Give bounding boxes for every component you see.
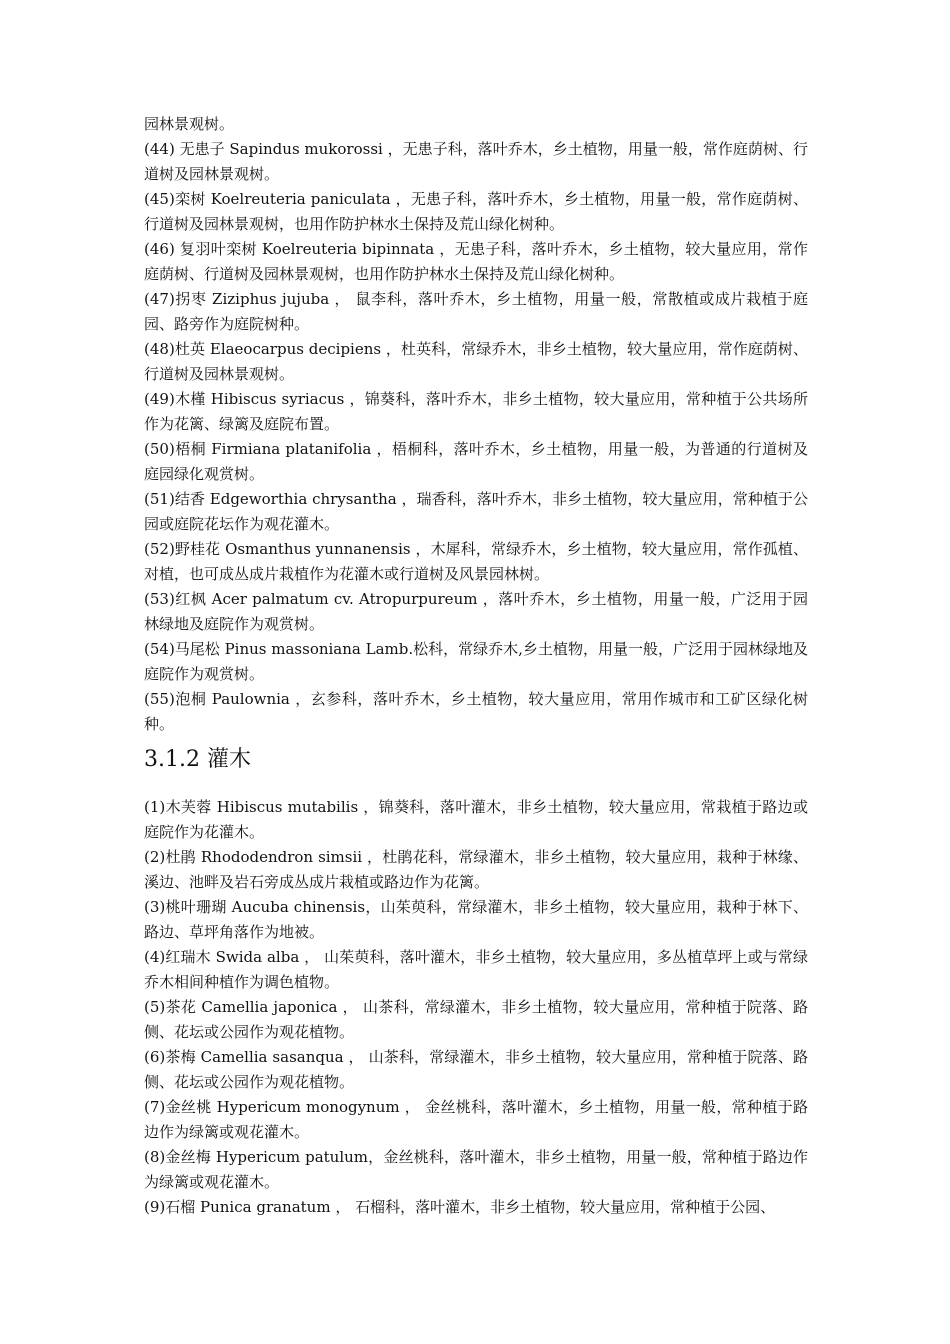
paragraph-tree-47: (47)拐枣 Ziziphus jujuba ， 鼠李科，落叶乔木，乡土植物，用量一般，常散植或成片栽植于庭园、路旁作为庭院树种。	[144, 290, 808, 333]
trees-list	[144, 112, 808, 737]
paragraph-shrub-5: (5)茶花 Camellia japonica ， 山茶科，常绿灌木，非乡土植物，较大量应用，常种植于院落、路侧、花坛或公园作为观花植物。	[144, 998, 808, 1041]
paragraph-shrub-3: (3)桃叶珊瑚 Aucuba chinensis，山茱萸科，常绿灌木，非乡土植物，较大量应用，栽种于林下、路边、草坪角落作为地被。	[144, 898, 808, 941]
paragraph-tree-50: (50)梧桐 Firmiana platanifolia ，梧桐科，落叶乔木，乡土植物，用量一般，为普通的行道树及庭园绿化观赏树。	[144, 440, 808, 483]
paragraph-shrub-7: (7)金丝桃 Hypericum monogynum ， 金丝桃科，落叶灌木，乡土植物，用量一般，常种植于路边作为绿篱或观花灌木。	[144, 1098, 808, 1141]
paragraph-shrub-1: (1)木芙蓉 Hibiscus mutabilis ，锦葵科，落叶灌木，非乡土植物，较大量应用，常栽植于路边或庭院作为花灌木。	[144, 798, 808, 841]
section-heading-shrubs: 3.1.2 灌木	[144, 747, 251, 772]
paragraph-tree-55: (55)泡桐 Paulownia ，玄参科，落叶乔木，乡土植物，较大量应用，常用作城市和工矿区绿化树种。	[144, 690, 808, 733]
paragraph-tree-49: (49)木槿 Hibiscus syriacus ，锦葵科，落叶乔木，非乡土植物，较大量应用，常种植于公共场所作为花篱、绿篱及庭院布置。	[144, 390, 808, 433]
paragraph-shrub-8: (8)金丝梅 Hypericum patulum，金丝桃科，落叶灌木，非乡土植物，用量一般，常种植于路边作为绿篱或观花灌木。	[144, 1148, 808, 1191]
document-page	[144, 112, 808, 1220]
paragraph-tree-44: (44) 无患子 Sapindus mukorossi ，无患子科，落叶乔木，乡土植物，用量一般，常作庭荫树、行道树及园林景观树。	[144, 140, 808, 183]
paragraph-tree-52: (52)野桂花 Osmanthus yunnanensis ，木犀科，常绿乔木，乡土植物，较大量应用，常作孤植、对植，也可成丛成片栽植作为花灌木或行道树及风景园林树。	[144, 540, 808, 583]
paragraph-tree-53: (53)红枫 Acer palmatum cv. Atropurpureum ，落叶乔木，乡土植物，用量一般，广泛用于园林绿地及庭院作为观赏树。	[144, 590, 808, 633]
paragraph-tree-continued: 园林景观树。	[144, 115, 235, 133]
paragraph-tree-54: (54)马尾松 Pinus massoniana Lamb.松科，常绿乔木,乡土植物，用量一般，广泛用于园林绿地及庭院作为观赏树。	[144, 640, 808, 683]
paragraph-shrub-2: (2)杜鹃 Rhododendron simsii ，杜鹃花科，常绿灌木，非乡土植物，较大量应用，栽种于林缘、溪边、池畔及岩石旁成丛成片栽植或路边作为花篱。	[144, 848, 808, 891]
paragraph-tree-45: (45)栾树 Koelreuteria paniculata ，无患子科，落叶乔木，乡土植物，用量一般，常作庭荫树、行道树及园林景观树，也用作防护林水土保持及荒山绿化树种。	[144, 190, 808, 233]
paragraph-shrub-6: (6)茶梅 Camellia sasanqua ， 山茶科，常绿灌木，非乡土植物，较大量应用，常种植于院落、路侧、花坛或公园作为观花植物。	[144, 1048, 808, 1091]
paragraph-tree-51: (51)结香 Edgeworthia chrysantha ，瑞香科，落叶乔木，非乡土植物，较大量应用，常种植于公园或庭院花坛作为观花灌木。	[144, 490, 808, 533]
paragraph-tree-46: (46) 复羽叶栾树 Koelreuteria bipinnata ，无患子科，落叶乔木，乡土植物，较大量应用，常作庭荫树、行道树及园林景观树，也用作防护林水土保持及荒山绿化树种。	[144, 240, 808, 283]
paragraph-tree-48: (48)杜英 Elaeocarpus decipiens ，杜英科，常绿乔木，非乡土植物，较大量应用，常作庭荫树、行道树及园林景观树。	[144, 340, 808, 383]
paragraph-shrub-4: (4)红瑞木 Swida alba ， 山茱萸科，落叶灌木，非乡土植物，较大量应用，多丛植草坪上或与常绿乔木相间种植作为调色植物。	[144, 948, 808, 991]
shrubs-list	[144, 795, 808, 1220]
paragraph-shrub-9: (9)石榴 Punica granatum ， 石榴科，落叶灌木，非乡土植物，较大量应用，常种植于公园、	[144, 1198, 776, 1216]
